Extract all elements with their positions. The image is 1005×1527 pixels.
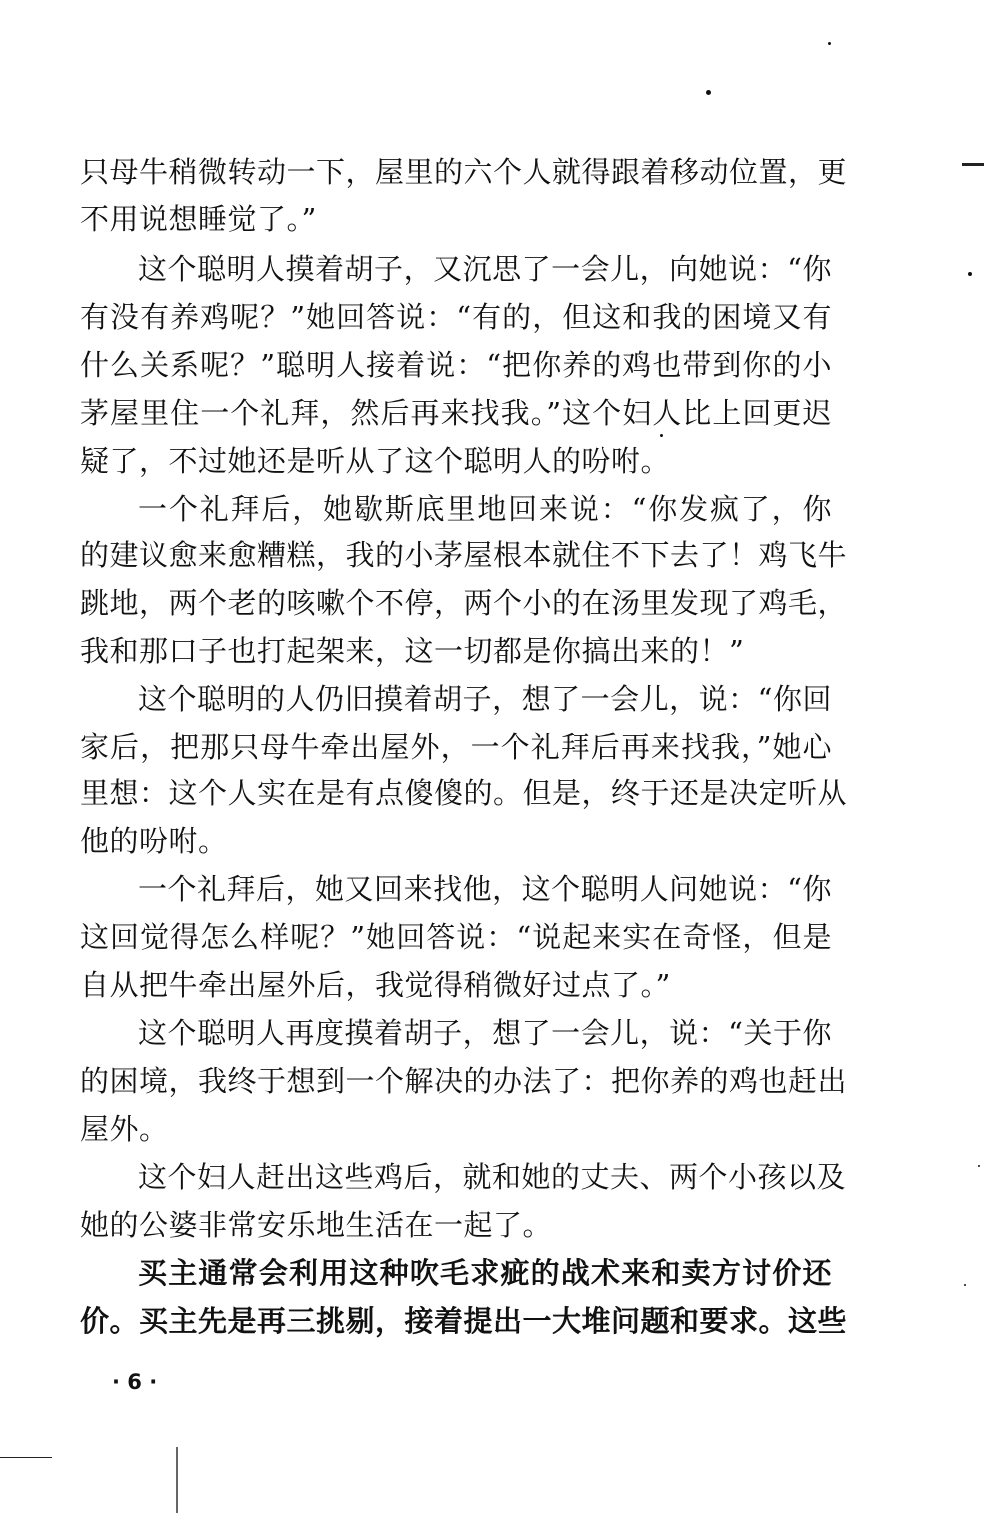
paragraph-first-line: 一个礼拜后，她又回来找他，这个聪明人问她说：“你 bbox=[138, 872, 832, 906]
text-line: 屋外。 bbox=[80, 1112, 169, 1146]
page-number: · 6 · bbox=[112, 1370, 158, 1394]
paragraph-first-line: 这个妇人赶出这些鸡后，就和她的丈夫、两个小孩以及 bbox=[138, 1160, 847, 1194]
text-line: 跳地，两个老的咳嗽个不停，两个小的在汤里发现了鸡毛， bbox=[80, 586, 848, 620]
text-line: 不用说想睡觉了。” bbox=[80, 202, 317, 236]
paragraph-first-line: 这个聪明人摸着胡子，又沉思了一会儿，向她说：“你 bbox=[138, 252, 832, 286]
text-line: 的建议愈来愈糟糕，我的小茅屋根本就住不下去了！鸡飞牛 bbox=[80, 538, 848, 572]
text-line: 里想：这个人实在是有点傻傻的。但是，终于还是决定听从 bbox=[80, 776, 848, 810]
text-line: 的困境，我终于想到一个解决的办法了：把你养的鸡也赶出 bbox=[80, 1064, 848, 1098]
scan-speck bbox=[828, 42, 831, 45]
scan-speck bbox=[706, 90, 711, 95]
text-line: 家后，把那只母牛牵出屋外，一个礼拜后再来找我，”她心 bbox=[80, 730, 832, 764]
paragraph-first-line: 买主通常会利用这种吹毛求疵的战术来和卖方讨价还 bbox=[138, 1256, 832, 1290]
paragraph-first-line: 这个聪明的人仍旧摸着胡子，想了一会儿，说：“你回 bbox=[138, 682, 832, 716]
scan-speck bbox=[978, 1165, 980, 1167]
scan-mark bbox=[0, 1457, 52, 1458]
text-line: 这回觉得怎么样呢？”她回答说：“说起来实在奇怪，但是 bbox=[80, 920, 832, 954]
scan-speck bbox=[660, 434, 663, 437]
text-line: 自从把牛牵出屋外后，我觉得稍微好过点了。” bbox=[80, 968, 671, 1002]
text-line: 我和那口子也打起架来，这一切都是你搞出来的！” bbox=[80, 634, 745, 668]
scan-speck bbox=[964, 1284, 966, 1286]
text-line: 疑了，不过她还是听从了这个聪明人的吩咐。 bbox=[80, 444, 671, 478]
paragraph-first-line: 一个礼拜后，她歇斯底里地回来说：“你发疯了，你 bbox=[138, 492, 832, 526]
text-line: 价。买主先是再三挑剔，接着提出一大堆问题和要求。这些 bbox=[80, 1304, 848, 1338]
text-line: 只母牛稍微转动一下，屋里的六个人就得跟着移动位置，更 bbox=[80, 155, 848, 189]
text-line: 她的公婆非常安乐地生活在一起了。 bbox=[80, 1208, 553, 1242]
text-line: 有没有养鸡呢？”她回答说：“有的，但这和我的困境又有 bbox=[80, 300, 832, 334]
text-line: 茅屋里住一个礼拜，然后再来找我。”这个妇人比上回更迟 bbox=[80, 396, 832, 430]
text-line: 什么关系呢？”聪明人接着说：“把你养的鸡也带到你的小 bbox=[80, 348, 832, 382]
scan-mark bbox=[176, 1447, 178, 1513]
paragraph-first-line: 这个聪明人再度摸着胡子，想了一会儿，说：“关于你 bbox=[138, 1016, 832, 1050]
scan-speck bbox=[968, 272, 972, 276]
text-line: 他的吩咐。 bbox=[80, 824, 228, 858]
scan-mark bbox=[962, 163, 984, 166]
